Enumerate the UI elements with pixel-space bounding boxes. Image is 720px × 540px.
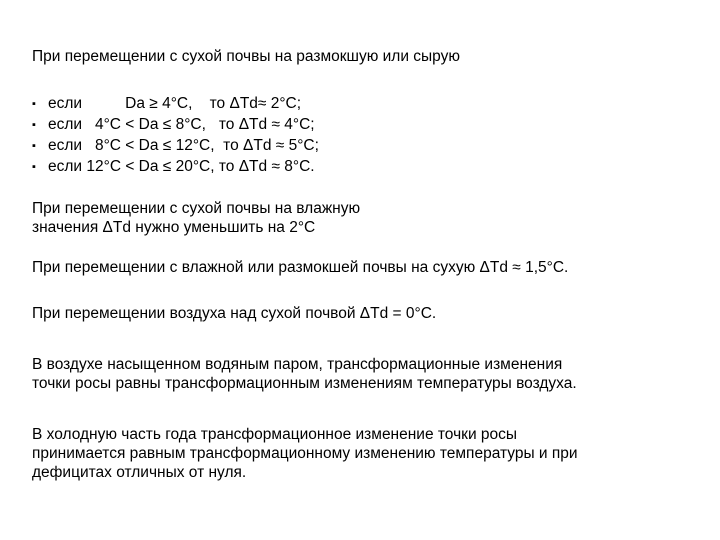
rules-list	[32, 94, 319, 178]
paragraph-line: При перемещении с сухой почвы на влажную	[32, 200, 361, 217]
rule-item	[32, 115, 319, 136]
bullet-icon: ▪	[32, 98, 36, 110]
paragraph-line: значения ΔTd нужно уменьшить на 2°С	[32, 219, 316, 236]
paragraph-line: точки росы равны трансформационным изменениям температуры воздуха.	[32, 375, 577, 392]
rule-text: если 12°С < Da ≤ 20°С, то ΔTd ≈ 8°С.	[48, 158, 315, 175]
paragraph-line: В холодную часть года трансформационное изменение точки росы	[32, 426, 518, 443]
bullet-icon: ▪	[32, 140, 36, 152]
air-over-dry-paragraph: При перемещении воздуха над сухой почвой ΔTd = 0°С.	[32, 305, 437, 322]
bullet-icon: ▪	[32, 119, 36, 131]
intro-text: При перемещении с сухой почвы на размокшую или сырую	[32, 48, 460, 65]
paragraph-line: дефицитах отличных от нуля.	[32, 464, 247, 481]
moist-soil-paragraph	[32, 199, 360, 237]
paragraph-line: В воздухе насыщенном водяным паром, трансформационные изменения	[32, 356, 563, 373]
rule-item	[32, 157, 319, 178]
rule-text: если 4°С < Da ≤ 8°С, то ΔTd ≈ 4°С;	[48, 116, 315, 133]
bullet-icon: ▪	[32, 161, 36, 173]
rule-text: если Da ≥ 4°С, то ΔTd≈ 2°С;	[48, 95, 302, 112]
rule-item	[32, 136, 319, 157]
wet-to-dry-paragraph: При перемещении с влажной или размокшей почвы на сухую ΔTd ≈ 1,5°С.	[32, 259, 569, 276]
paragraph-line: принимается равным трансформационному изменению температуры и при	[32, 445, 578, 462]
rule-item	[32, 94, 319, 115]
saturated-air-paragraph	[32, 355, 577, 393]
cold-season-paragraph	[32, 425, 578, 482]
rule-text: если 8°С < Da ≤ 12°С, то ΔTd ≈ 5°С;	[48, 137, 319, 154]
